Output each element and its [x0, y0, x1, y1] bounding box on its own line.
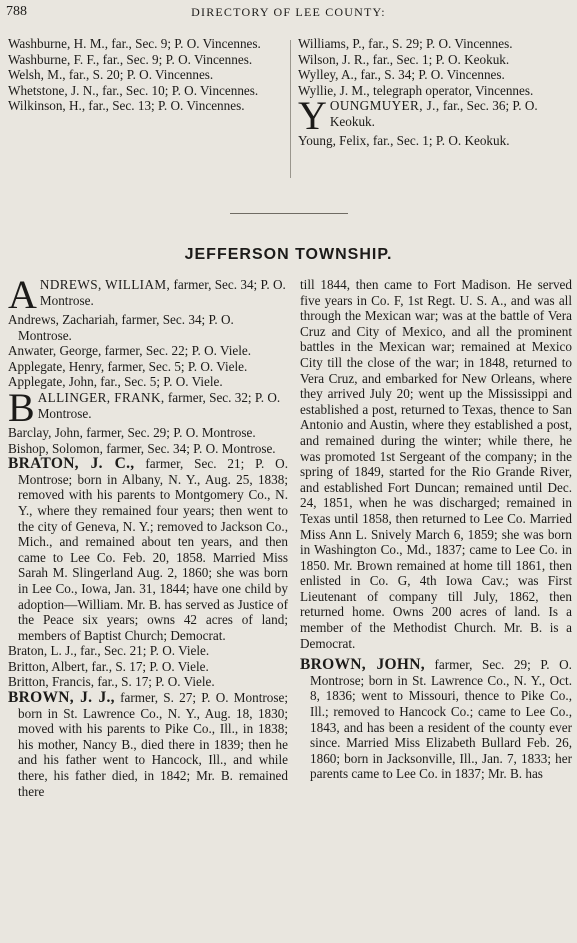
directory-entry: Young, Felix, far., Sec. 1; P. O. Keokuk. — [298, 133, 510, 149]
entry-name: ALLINGER, FRANK, — [37, 389, 165, 405]
top-right-column — [298, 36, 570, 149]
directory-entry: Welsh, M., far., S. 20; P. O. Vincennes. — [8, 67, 214, 83]
directory-entry: Applegate, John, far., Sec. 5; P. O. Viele. — [8, 374, 223, 390]
top-left-column — [8, 36, 283, 114]
biography-continuation: till 1844, then came to Fort Madison. He served five years in Co. F, 1st Regt. U. S. A., and was all through the Mexican war; was at the battle of Vera Cruz and City of Mexico, and all the prominent battles in the Mexican war; remained at Mexico City till the close of the war; in 1848, returned to Vera Cruz, and embarked for New Orleans, where they arrived July 20; went up the Mississippi and established a post, returned to Texas, thence to San Antonio and Austin, where they established a post, and remained during the winter; while there, he was promoted 1st Sergeant of the company; in the spring of 1849, started for the Rio Grande River, and established Fort Duncan; remained until Dec. 24, 1851, when he was discharged; remained in Texas until 1858, then returned to Lee Co. Married Miss Ann L. Snively March 6, 1859; she was born in Washington Co., Md., 1837; came to Lee Co. in 1850. Mr. Brown remained at home till 1861, then enlisted in Co. G, 4th Iowa Cav.; was First Lieutenant of company till July, 1862, then returned home. Owns 200 acres of land. Is a member of the Methodist Church. Mr. B. is a Democrat. — [300, 277, 572, 651]
directory-entry: Washburne, F. F., far., Sec. 9; P. O. Vincennes. — [8, 51, 253, 67]
letter-section-entry — [298, 93, 570, 139]
directory-entry: Britton, Albert, far., S. 17; P. O. Viele. — [8, 658, 209, 674]
drop-cap: Y — [298, 93, 327, 139]
page-number: 788 — [6, 4, 27, 19]
directory-entry: Braton, L. J., far., Sec. 21; P. O. Viele. — [8, 643, 210, 659]
directory-entry: Whetstone, J. N., far., Sec. 10; P. O. Vincennes. — [8, 82, 259, 98]
letter-section-entry — [8, 272, 288, 317]
entry-text: farmer, Sec. 21; P. O. Montrose; born in Albany, N. Y., Aug. 25, 1838; removed with his parents to Montgomery Co., N. Y., where they remained four years; then went to the city of Geneva, N. Y.; removed to Jackson Co., Mich., and remained about ten years, and then came to Lee Co. Feb. 20, 1858. Married Miss Sarah M. Slingerland Aug. 2, 1860; she was born in Lee Co., Iowa, Jan. 31, 1844; have one child by adoption—William. Mr. B. has served as Justice of the Peace six years; owns 42 acres of land; members of Baptist Church; Democrat. — [18, 456, 288, 643]
directory-entry: Andrews, Zachariah, farmer, Sec. 34; P. O. Montrose. — [8, 312, 234, 343]
directory-entry: Applegate, Henry, farmer, Sec. 5; P. O. Viele. — [8, 358, 248, 374]
letter-section-entry — [8, 384, 288, 430]
right-column — [300, 277, 572, 782]
drop-cap: A — [8, 272, 37, 317]
biography-entry — [8, 456, 288, 643]
entry-name: OUNGMUYER, J., — [329, 98, 440, 114]
directory-entry: Wilkinson, H., far., Sec. 13; P. O. Vincennes. — [8, 98, 245, 114]
directory-entry: Anwater, George, farmer, Sec. 22; P. O. Viele. — [8, 343, 252, 359]
directory-entry: Barclay, John, farmer, Sec. 29; P. O. Montrose. — [8, 424, 256, 440]
entry-name: BRATON, J. C., — [8, 455, 135, 473]
section-title: JEFFERSON TOWNSHIP. — [184, 246, 393, 263]
biography-entry — [8, 690, 288, 799]
running-title: DIRECTORY OF LEE COUNTY: — [191, 5, 386, 19]
directory-entry: Wylley, A., far., S. 34; P. O. Vincennes. — [298, 67, 505, 83]
entry-text: farmer, S. 27; P. O. Montrose; born in St. Lawrence Co., N. Y., Aug. 18, 1830; moved with his parents to Pike Co., Ill., in 1838; his mother, Nancy B., died there in 1839; then he and his father went to Hancock, Ill., and while there, his father died, in 1842; Mr. B. remained there — [18, 690, 288, 799]
entry-name: NDREWS, WILLIAM, — [39, 277, 171, 292]
entry-name: BROWN, J. J., — [8, 689, 115, 707]
entry-text: farmer, Sec. 29; P. O. Montrose; born in St. Lawrence Co., N. Y., Oct. 8, 1836; went to Missouri, thence to Pike Co., Ill.; removed to Hancock Co.; came to Lee Co., 1843, and has been a resident of the county ever since. Married Miss Elizabeth Bullard Feb. 26, 1860; born in Jacksonville, Ill., Jan. 7, 1833; her parents came to Lee Co. in 1837; Mr. B. has — [310, 657, 572, 782]
drop-cap: B — [8, 384, 35, 430]
biography-entry — [300, 657, 572, 782]
directory-entry: Britton, Francis, far., S. 17; P. O. Viele. — [8, 674, 215, 690]
entry-text: farmer, Sec. 32; P. O. Montrose. — [37, 389, 281, 421]
directory-entry: Wyllie, J. M., telegraph operator, Vincennes. — [298, 82, 534, 98]
directory-entry: Bishop, Solomon, farmer, Sec. 34; P. O. Montrose. — [8, 440, 276, 456]
directory-entry: Washburne, H. M., far., Sec. 9; P. O. Vincennes. — [8, 36, 261, 51]
entry-name: BROWN, JOHN, — [300, 656, 425, 674]
directory-entry: Williams, P., far., S. 29; P. O. Vincennes. — [298, 36, 513, 51]
directory-entry: Wilson, J. R., far., Sec. 1; P. O. Keokuk. — [298, 51, 510, 67]
entry-text: farmer, Sec. 34; P. O. Montrose. — [39, 277, 286, 308]
left-column — [8, 272, 288, 799]
entry-text: far., Sec. 36; P. O. Keokuk. — [329, 98, 538, 129]
column-divider — [290, 40, 291, 178]
page-header — [6, 4, 571, 22]
section-rule — [230, 213, 348, 214]
